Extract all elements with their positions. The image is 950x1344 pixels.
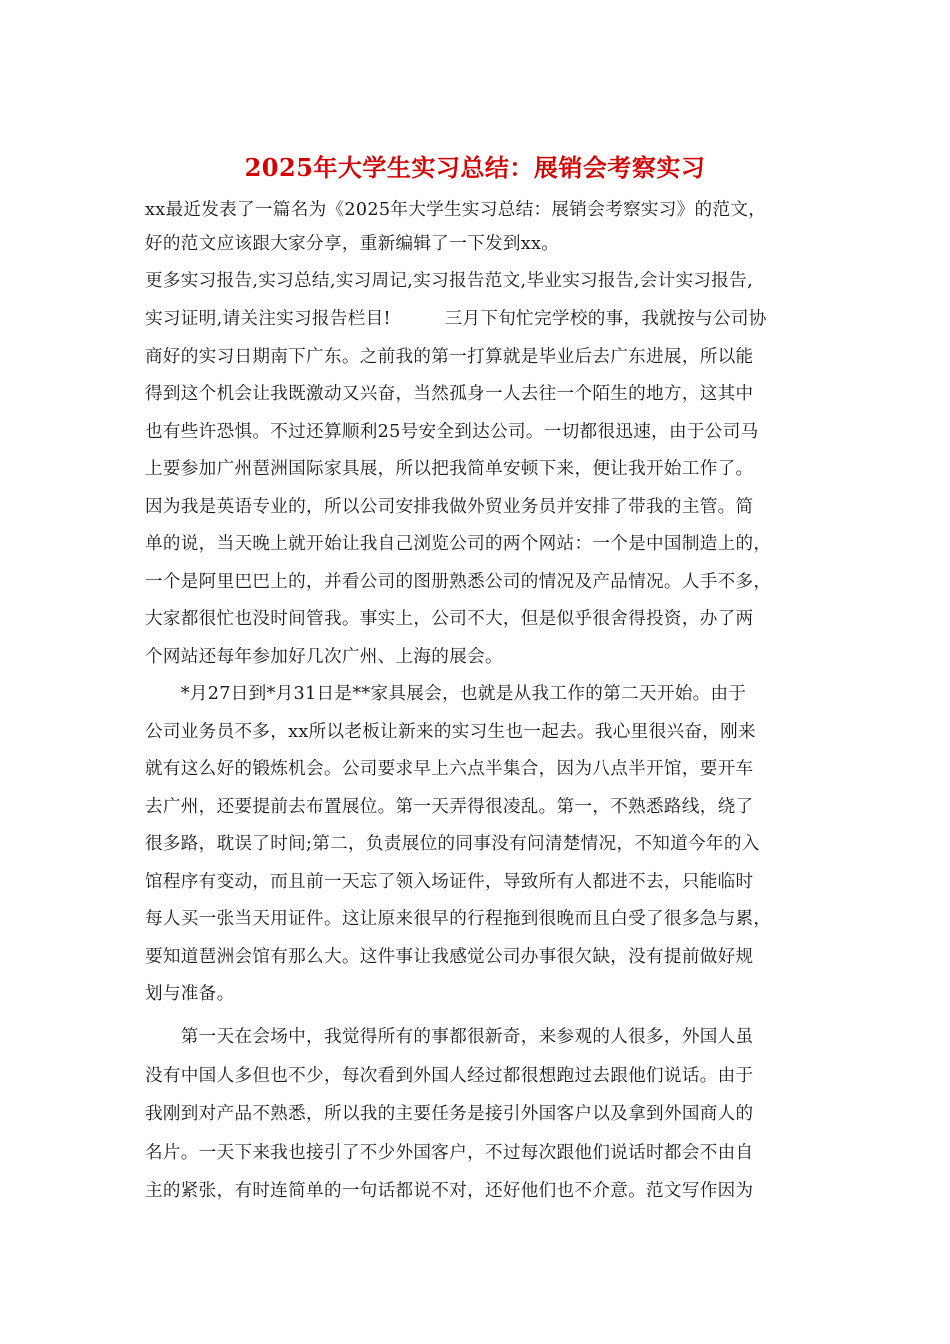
body-line: 更多实习报告,实习总结,实习周记,实习报告范文,毕业实习报告,会计实习报告, bbox=[145, 271, 753, 291]
document-title: 2025年大学生实习总结：展销会考察实习 bbox=[244, 153, 706, 182]
body-line: xx最近发表了一篇名为《2025年大学生实习总结：展销会考察实习》的范文， bbox=[145, 200, 767, 220]
body-line: 上要参加广州琶洲国际家具展，所以把我简单安顿下来，便让我开始工作了。 bbox=[145, 459, 754, 479]
body-line: 划与准备。 bbox=[145, 984, 235, 1004]
body-line: 好的范文应该跟大家分享，重新编辑了一下发到xx。 bbox=[145, 234, 560, 254]
body-line: 就有这么好的锻炼机会。公司要求早上六点半集合，因为八点半开馆，要开车 bbox=[145, 759, 754, 779]
body-line: 很多路，耽误了时间;第二，负责展位的同事没有问清楚情况，不知道今年的入 bbox=[145, 834, 760, 854]
body-line: 每人买一张当天用证件。这让原来很早的行程拖到很晚而且白受了很多急与累， bbox=[145, 909, 772, 929]
body-line: 第一天在会场中，我觉得所有的事都很新奇，来参观的人很多，外国人虽 bbox=[145, 1027, 754, 1047]
body-line: *月27日到*月31日是**家具展会，也就是从我工作的第二天开始。由于 bbox=[145, 684, 747, 704]
body-line: 主的紧张，有时连简单的一句话都说不对，还好他们也不介意。范文写作因为 bbox=[145, 1181, 754, 1201]
body-line: 公司业务员不多，xx所以老板让新来的实习生也一起去。我心里很兴奋，刚来 bbox=[145, 722, 756, 742]
body-line: 馆程序有变动，而且前一天忘了领入场证件，导致所有人都进不去，只能临时 bbox=[145, 872, 754, 892]
body-line: 要知道琶洲会馆有那么大。这件事让我感觉公司办事很欠缺，没有提前做好规 bbox=[145, 947, 754, 967]
body-line: 个网站还每年参加好几次广州、上海的展会。 bbox=[145, 647, 503, 667]
body-line: 商好的实习日期南下广东。之前我的第一打算就是毕业后去广东进展，所以能 bbox=[145, 347, 754, 367]
body-line: 一个是阿里巴巴上的，并看公司的图册熟悉公司的情况及产品情况。人手不多， bbox=[145, 572, 772, 592]
body-line: 也有些许恐惧。不过还算顺利25号安全到达公司。一切都很迅速，由于公司马 bbox=[145, 422, 759, 442]
body-line: 实习证明,请关注实习报告栏目! 三月下旬忙完学校的事，我就按与公司协 bbox=[145, 309, 767, 329]
body-line: 大家都很忙也没时间管我。事实上，公司不大，但是似乎很舍得投资，办了两 bbox=[145, 609, 754, 629]
body-line: 去广州，还要提前去布置展位。第一天弄得很凌乱。第一，不熟悉路线，绕了 bbox=[145, 797, 754, 817]
body-line: 名片。一天下来我也接引了不少外国客户，不过每次跟他们说话时都会不由自 bbox=[145, 1143, 754, 1163]
body-line: 单的说，当天晚上就开始让我自己浏览公司的两个网站：一个是中国制造上的， bbox=[145, 534, 772, 554]
body-line: 因为我是英语专业的，所以公司安排我做外贸业务员并安排了带我的主管。简 bbox=[145, 497, 754, 517]
body-line: 没有中国人多但也不少，每次看到外国人经过都很想跑过去跟他们说话。由于 bbox=[145, 1066, 754, 1086]
body-line: 得到这个机会让我既激动又兴奋，当然孤身一人去往一个陌生的地方，这其中 bbox=[145, 384, 754, 404]
body-line: 我刚到对产品不熟悉，所以我的主要任务是接引外国客户以及拿到外国商人的 bbox=[145, 1104, 754, 1124]
